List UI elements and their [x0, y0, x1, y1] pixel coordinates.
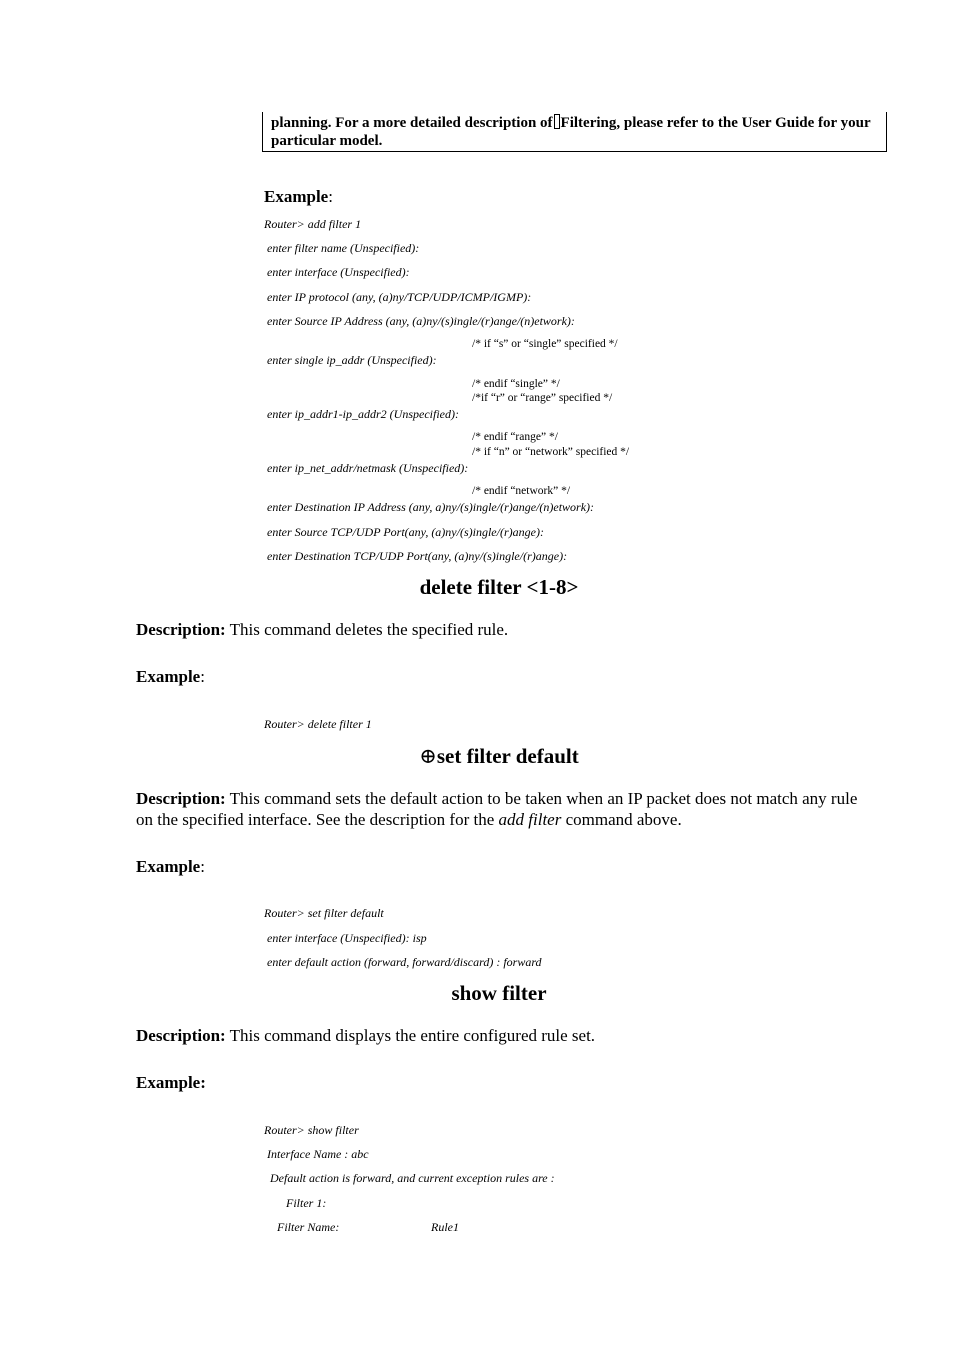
code-comment: /* if “n” or “network” specified */ — [472, 446, 630, 458]
code-line: enter default action (forward, forward/discard) : forward — [267, 955, 542, 969]
section-heading-show-filter: show filter — [451, 981, 547, 1005]
code-comment: /* endif “range” */ — [472, 431, 558, 443]
code-line: Router> add filter 1 — [264, 217, 362, 231]
code-line: enter single ip_addr (Unspecified): — [267, 353, 437, 367]
command-reference: add filter — [498, 810, 562, 829]
description-label: Description: — [136, 1026, 226, 1045]
note-text-part-1: planning. For a more detailed description of — [271, 115, 553, 131]
code-line: enter interface (Unspecified): — [267, 265, 410, 279]
example-label: Example: — [264, 187, 333, 206]
code-comment: /* endif “network” */ — [472, 485, 571, 497]
example-label: Example: — [136, 857, 205, 876]
example-label: Example: — [136, 667, 205, 686]
code-line: Default action is forward, and current exception rules are : — [270, 1171, 555, 1185]
description-label: Description: — [136, 789, 226, 808]
code-comment: /*if “r” or “range” specified */ — [472, 392, 613, 404]
code-line: enter interface (Unspecified): isp — [267, 931, 427, 945]
code-line: Filter Name: — [277, 1220, 340, 1234]
code-line: enter Destination TCP/UDP Port(any, (a)ny/(s)ingle/(r)ange): — [267, 549, 568, 563]
description-label: Description: — [136, 620, 226, 639]
description-paragraph — [136, 619, 866, 640]
code-comment: /* endif “single” */ — [472, 378, 560, 390]
code-line: Router> show filter — [264, 1123, 359, 1137]
code-line: enter filter name (Unspecified): — [267, 241, 420, 255]
code-line: enter Destination IP Address (any, a)ny/(s)ingle/(r)ange/(n)etwork): — [267, 500, 595, 514]
code-value: Rule1 — [431, 1220, 459, 1234]
code-line: enter Source TCP/UDP Port(any, (a)ny/(s)ingle/(r)ange): — [267, 525, 544, 539]
description-paragraph: Description: This command sets the default action to be taken when an IP packet does not match any rule on the specified interface. See the description for the add filter command above. — [136, 789, 858, 829]
description-paragraph — [136, 1025, 866, 1046]
note-text-part-2: Filtering, please refer to the User Guide for your particular model. — [271, 115, 871, 149]
code-line: enter IP protocol (any, (a)ny/TCP/UDP/ICMP/IGMP): — [267, 290, 532, 304]
code-line: enter ip_net_addr/netmask (Unspecified): — [267, 461, 469, 475]
description-text: This command deletes the specified rule. — [225, 620, 509, 639]
code-comment: /* if “s” or “single” specified */ — [472, 338, 618, 350]
code-line: Filter 1: — [286, 1196, 327, 1210]
section-heading-set-filter-default: ⊕set filter default — [419, 744, 579, 768]
circled-plus-icon: ⊕ — [419, 744, 437, 768]
note-text — [271, 114, 883, 150]
code-line: enter Source IP Address (any, (a)ny/(s)ingle/(r)ange/(n)etwork): — [267, 314, 575, 328]
description-text: This command displays the entire configured rule set. — [225, 1026, 596, 1045]
text-cursor-box — [554, 114, 560, 129]
code-line: Router> set filter default — [264, 906, 384, 920]
code-line: Interface Name : abc — [267, 1147, 369, 1161]
example-label: Example: — [136, 1073, 206, 1092]
section-heading-delete-filter: delete filter <1-8> — [419, 575, 579, 599]
code-line: Router> delete filter 1 — [264, 717, 372, 731]
code-line: enter ip_addr1-ip_addr2 (Unspecified): — [267, 407, 459, 421]
